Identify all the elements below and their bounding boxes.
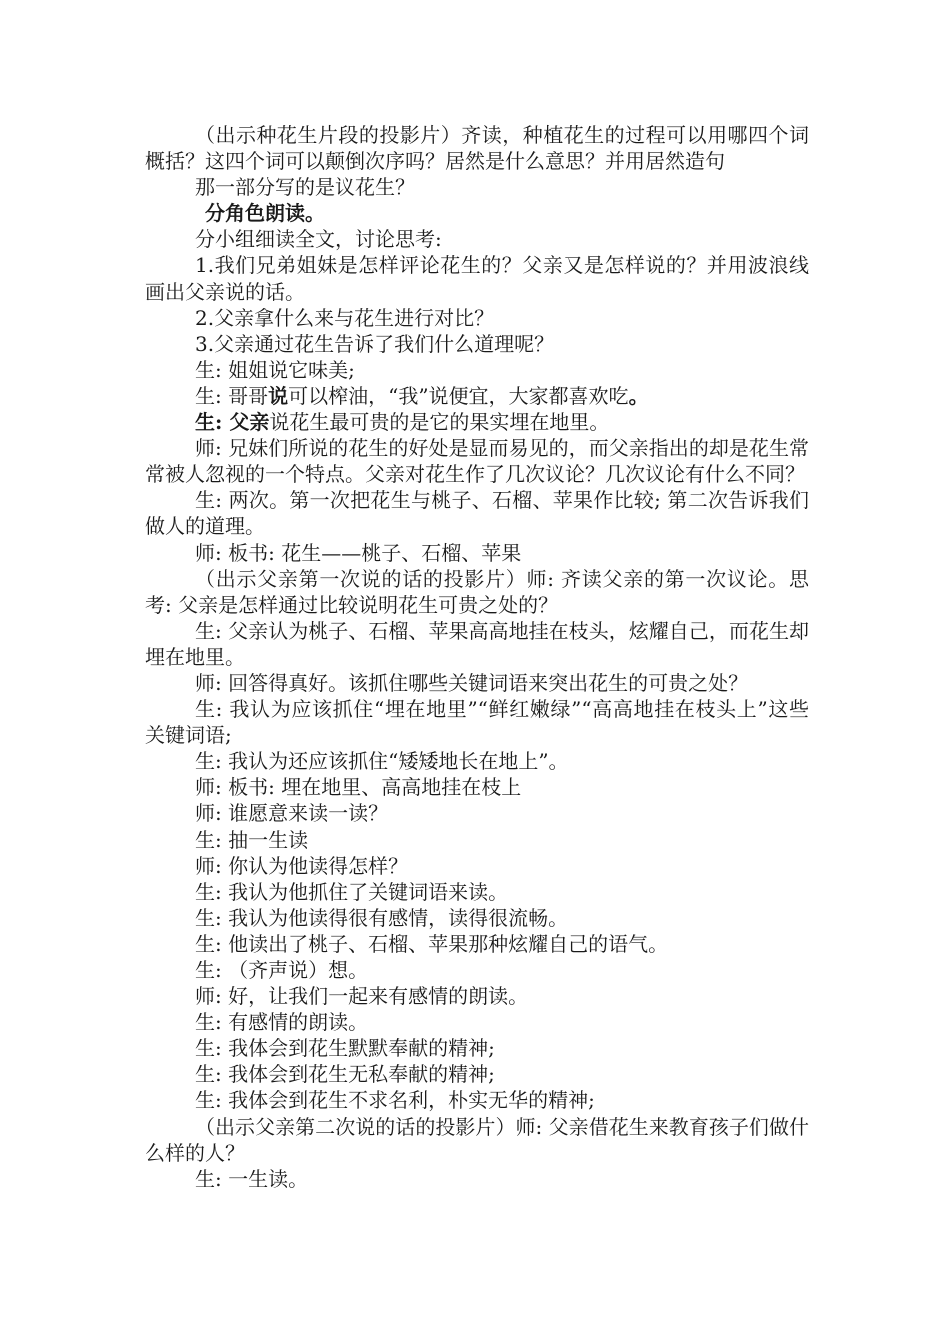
dialogue-line: 师: 好，让我们一起来有感情的朗读。 xyxy=(195,984,529,1009)
dialogue-line: 师: 谁愿意来读一读？ xyxy=(195,801,389,826)
dialogue-line xyxy=(145,383,809,409)
bold-text: 生: 父亲 xyxy=(195,410,270,435)
dialogue-line: 生: 姐姐说它味美; xyxy=(195,357,355,382)
dialogue-line: 生: 我体会到花生无私奉献的精神; xyxy=(195,1062,495,1087)
dialogue-line: 生: 两次。第一次把花生与桃子、石榴、苹果作比较; 第二次告诉我们做人的道理。 xyxy=(145,488,809,539)
dialogue-text: 可以榨油，“我”说便宜，大家都喜欢吃 xyxy=(288,383,629,408)
dialogue-line: 生: 一生读。 xyxy=(195,1166,309,1191)
dialogue-line: 生: 我体会到花生不求名利，朴实无华的精神; xyxy=(195,1088,595,1113)
dialogue-line: 师: 板书: 埋在地里、高高地挂在枝上 xyxy=(195,775,522,800)
dialogue-line: 师: 兄妹们所说的花生的好处是显而易见的，而父亲指出的却是花生常常被人忽视的一个特点。父亲对花生作了几次议论？几次议论有什么不同？ xyxy=(145,436,809,487)
dialogue-line: 师: 回答得真好。该抓住哪些关键词语来突出花生的可贵之处？ xyxy=(195,670,749,695)
dialogue-line: （出示父亲第二次说的话的投影片）师: 父亲借花生来教育孩子们做什么样的人？ xyxy=(145,1114,809,1165)
dialogue-line: 生: 我认为还应该抓住“矮矮地长在地上”。 xyxy=(195,749,569,774)
question-item: 3.父亲通过花生告诉了我们什么道理呢？ xyxy=(195,331,555,356)
dialogue-speaker: 生: 哥哥 xyxy=(195,383,269,408)
dialogue-line: 生: 我体会到花生默默奉献的精神; xyxy=(195,1036,495,1061)
dialogue-line: 生: 我认为他抓住了关键词语来读。 xyxy=(195,879,509,904)
dialogue-line xyxy=(145,409,809,435)
dialogue-line: 生: 有感情的朗读。 xyxy=(195,1010,369,1035)
dialogue-line: （出示父亲第一次说的话的投影片）师: 齐读父亲的第一次议论。思考: 父亲是怎样通过比较说明花生可贵之处的？ xyxy=(145,566,809,617)
dialogue-line: 生: 抽一生读 xyxy=(195,827,309,852)
bold-text: 。 xyxy=(628,383,649,408)
paragraph: （出示种花生片段的投影片）齐读，种植花生的过程可以用哪四个词概括？这四个词可以颠倒次序吗？居然是什么意思？并用居然造句 xyxy=(145,123,809,174)
dialogue-line: 生: 他读出了桃子、石榴、苹果那种炫耀自己的语气。 xyxy=(195,931,669,956)
question-item: 2.父亲拿什么来与花生进行对比？ xyxy=(195,305,495,330)
dialogue-line: 生: 我认为应该抓住“埋在地里”“鲜红嫩绿”“高高地挂在枝头上”这些关键词语; xyxy=(145,697,809,748)
dialogue-line: 生: （齐声说）想。 xyxy=(195,958,369,982)
section-heading: 分角色朗读。 xyxy=(205,201,325,226)
question-item: 1.我们兄弟姐妹是怎样评论花生的？父亲又是怎样说的？并用波浪线画出父亲说的话。 xyxy=(145,253,809,304)
document-page xyxy=(145,122,809,1192)
paragraph: 那一部分写的是议花生？ xyxy=(195,175,415,200)
bold-text: 说 xyxy=(268,383,289,408)
dialogue-line: 师: 你认为他读得怎样？ xyxy=(195,853,409,878)
dialogue-line: 师: 板书: 花生——桃子、石榴、苹果 xyxy=(195,540,522,565)
dialogue-text: 说花生最可贵的是它的果实埋在地里。 xyxy=(269,410,610,435)
dialogue-line: 生: 我认为他读得很有感情，读得很流畅。 xyxy=(195,905,569,930)
paragraph: 分小组细读全文，讨论思考: xyxy=(195,227,442,252)
dialogue-line: 生: 父亲认为桃子、石榴、苹果高高地挂在枝头，炫耀自己，而花生却埋在地里。 xyxy=(145,618,809,669)
